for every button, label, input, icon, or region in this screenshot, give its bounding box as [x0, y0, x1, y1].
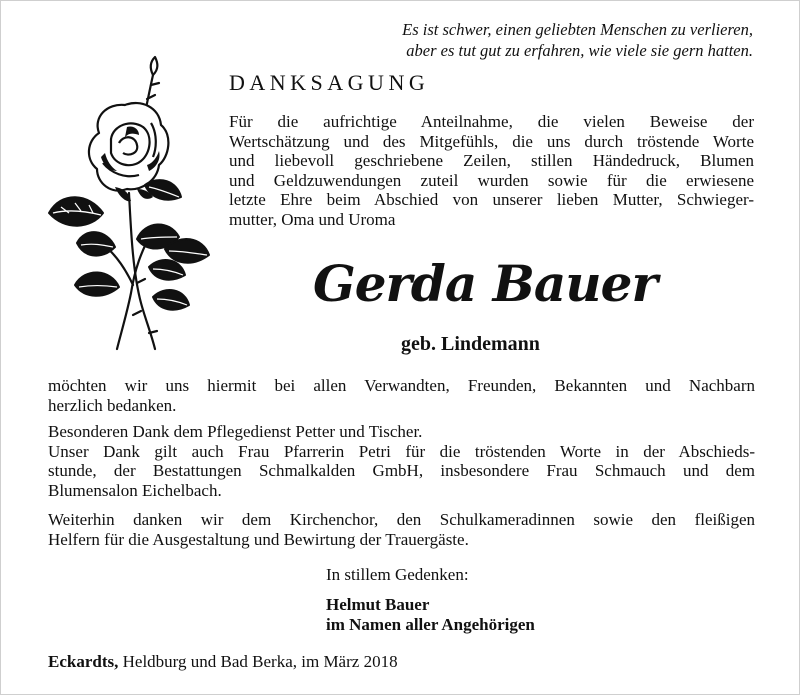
text-line: Helfern für die Ausgestaltung und Bewirtung der Trauergäste. — [48, 529, 469, 549]
text-line: herzlich bedanken. — [48, 395, 177, 415]
intro-line: und liebevoll geschriebene Zeilen, stillen Händedruck, Blumen — [229, 151, 754, 170]
motto-quote — [333, 19, 753, 61]
intro-paragraph — [229, 112, 754, 229]
signer-relation: im Namen aller Angehörigen — [326, 615, 535, 634]
motto-line: Es ist schwer, einen geliebten Menschen zu verlieren, — [402, 20, 753, 39]
rose-icon — [41, 53, 211, 353]
heading: DANKSAGUNG — [229, 70, 430, 95]
signer-name: Helmut Bauer — [326, 595, 430, 614]
further-thanks-paragraph — [48, 510, 755, 549]
place-rest: Heldburg und Bad Berka, im März 2018 — [118, 652, 398, 671]
motto-line: aber es tut gut zu erfahren, wie viele sie gern hatten. — [406, 41, 753, 60]
maiden-name: geb. Lindemann — [401, 333, 540, 355]
place-bold: Eckardts, — [48, 652, 119, 671]
place-date — [48, 652, 398, 672]
closing-phrase: In stillem Gedenken: — [326, 565, 469, 584]
text-line: möchten wir uns hiermit bei allen Verwandten, Freunden, Bekannten und Nachbarn — [48, 376, 755, 395]
special-thanks-paragraph — [48, 422, 755, 500]
deceased-name: Gerda Bauer — [313, 254, 657, 313]
intro-line: mutter, Oma und Uroma — [229, 209, 396, 229]
intro-line: Wertschätzung und des Mitgefühls, die uns durch tröstende Worte — [229, 131, 754, 151]
intro-line: letzte Ehre beim Abschied von unserer lieben Mutter, Schwieger- — [229, 190, 754, 209]
text-line: Unser Dank gilt auch Frau Pfarrerin Petri für die tröstenden Worte in der Abschieds- — [48, 441, 755, 461]
text-line: Weiterhin danken wir dem Kirchenchor, den Schulkameradinnen sowie den fleißigen — [48, 510, 755, 529]
text-line: Blumensalon Eichelbach. — [48, 480, 222, 500]
intro-line: und Geldzuwendungen zuteil wurden sowie für die erwiesene — [229, 170, 754, 190]
thanks-paragraph — [48, 376, 755, 415]
text-line: stunde, der Bestattungen Schmalkalden GmbH, insbesondere Frau Schmauch und dem — [48, 461, 755, 480]
intro-line: Für die aufrichtige Anteilnahme, die vielen Beweise der — [229, 112, 754, 131]
signers — [326, 595, 535, 635]
text-line: Besonderen Dank dem Pflegedienst Petter und Tischer. — [48, 422, 423, 441]
